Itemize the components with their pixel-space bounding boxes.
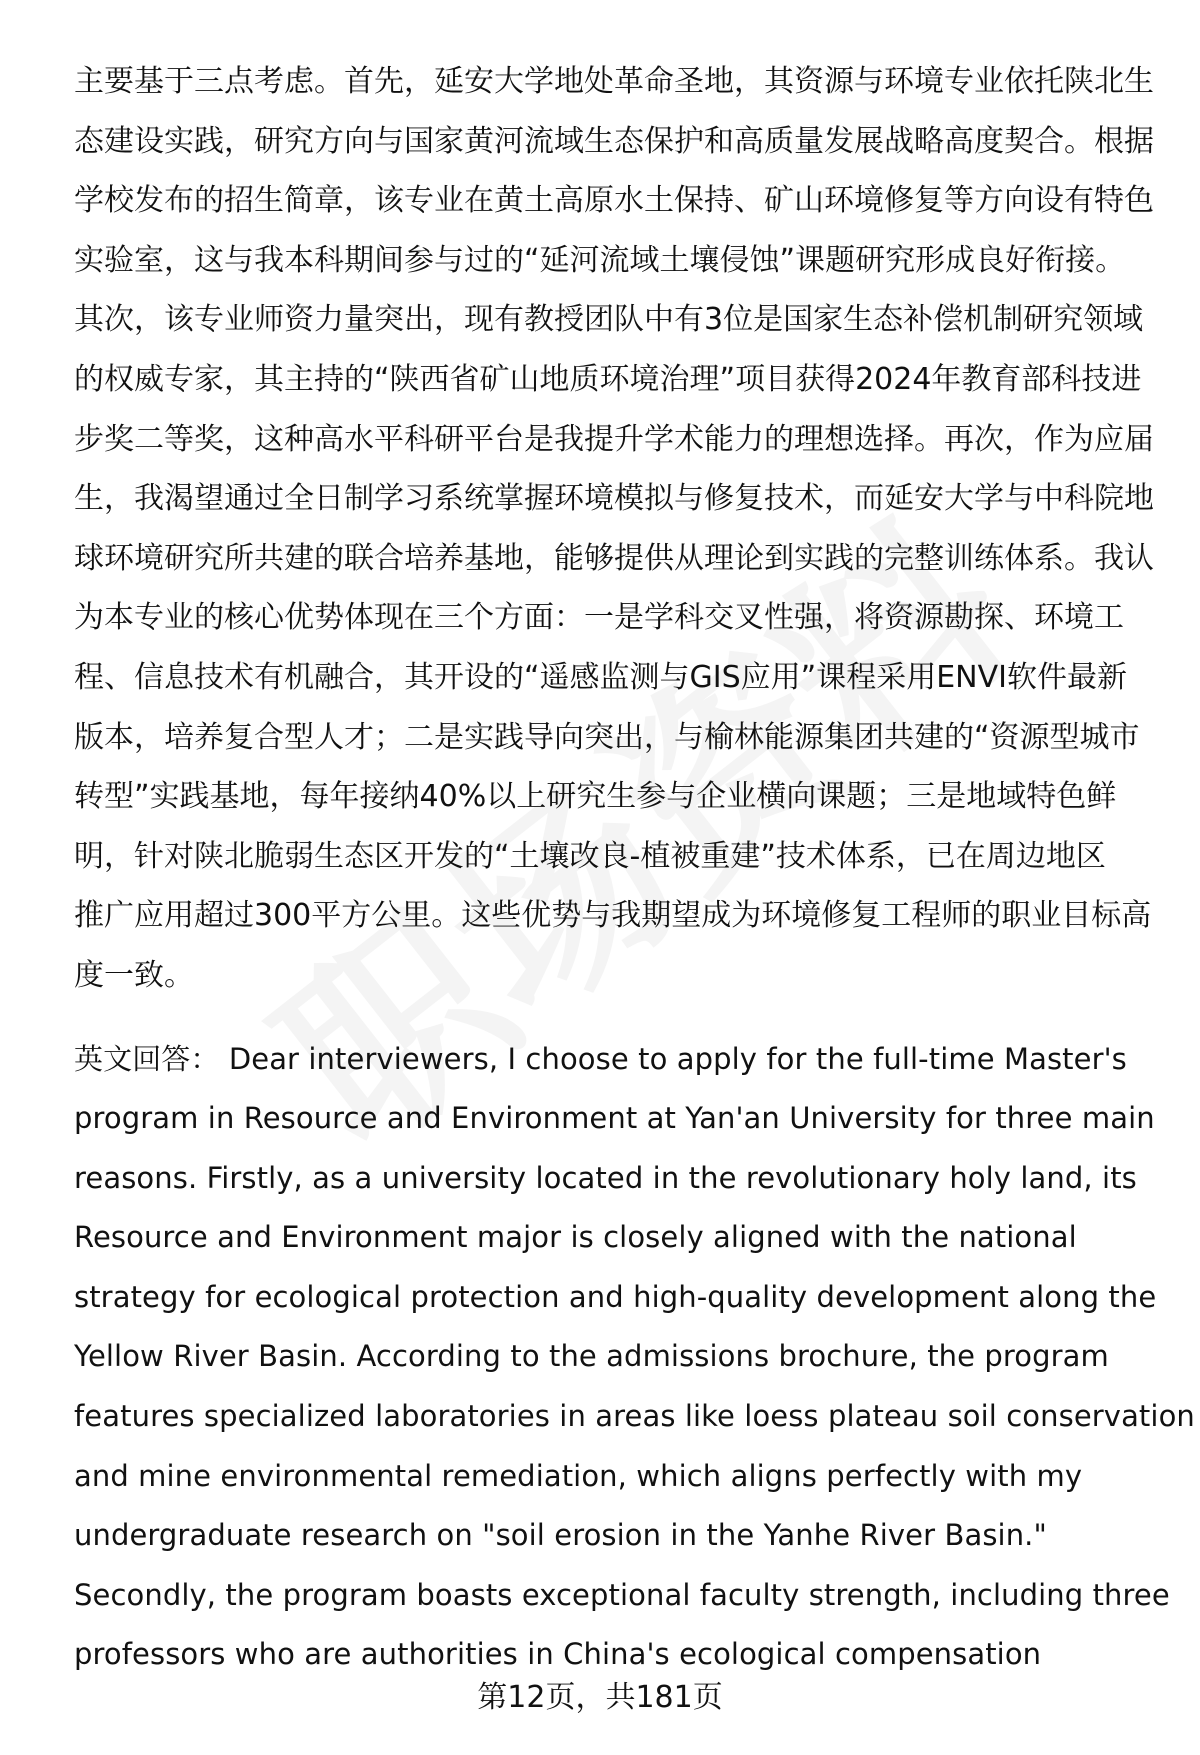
- text-line: 的权威专家，其主持的“陕西省矿山地质环境治理”项目获得2024年教育部科技进: [74, 361, 1142, 397]
- text-line: features specialized laboratories in areas like loess plateau soil conservation: [74, 1399, 1195, 1434]
- text-line: 其次，该专业师资力量突出，现有教授团队中有3位是国家生态补偿机制研究领域: [74, 302, 1144, 338]
- text-line: 学校发布的招生简章，该专业在黄土高原水土保持、矿山环境修复等方向设有特色: [74, 183, 1154, 219]
- english-answer-paragraph: [74, 1030, 1195, 1686]
- text-line: 明，针对陕北脆弱生态区开发的“土壤改良-植被重建”技术体系，已在周边地区: [74, 838, 1106, 874]
- text-line: 生，我渴望通过全日制学习系统掌握环境模拟与修复技术，而延安大学与中科院地: [74, 481, 1154, 517]
- text-line: 主要基于三点考虑。首先，延安大学地处革命圣地，其资源与环境专业依托陕北生: [74, 64, 1154, 99]
- text-line: reasons. Firstly, as a university located in the revolutionary holy land, its: [74, 1160, 1137, 1195]
- paragraph-gap: [74, 1006, 1154, 1030]
- text-line: Secondly, the program boasts exceptional faculty strength, including three: [74, 1577, 1170, 1612]
- text-line: 球环境研究所共建的联合培养基地，能够提供从理论到实践的完整训练体系。我认: [74, 540, 1154, 576]
- text-line: and mine environmental remediation, which aligns perfectly with my: [74, 1458, 1083, 1493]
- text-line: 为本专业的核心优势体现在三个方面：一是学科交叉性强，将资源勘探、环境工: [74, 600, 1124, 636]
- text-line: 程、信息技术有机融合，其开设的“遥感监测与GIS应用”课程采用ENVI软件最新: [74, 659, 1127, 695]
- text-line: 英文回答： Dear interviewers, I choose to apply for the full-time Master's: [74, 1041, 1127, 1076]
- text-line: 态建设实践，研究方向与国家黄河流域生态保护和高质量发展战略高度契合。根据: [74, 123, 1154, 159]
- text-line: 转型”实践基地，每年接纳40%以上研究生参与企业横向课题；三是地域特色鲜: [74, 779, 1117, 815]
- text-line: 版本，培养复合型人才；二是实践导向突出，与榆林能源集团共建的“资源型城市: [74, 719, 1140, 755]
- chinese-answer-paragraph: [74, 52, 1154, 1006]
- text-line: 度一致。: [74, 957, 194, 993]
- text-line: program in Resource and Environment at Yan'an University for three main: [74, 1101, 1155, 1136]
- page-number-footer: 第12页，共181页: [477, 1680, 723, 1715]
- text-line: 推广应用超过300平方公里。这些优势与我期望成为环境修复工程师的职业目标高: [74, 898, 1152, 934]
- text-line: professors who are authorities in China's ecological compensation: [74, 1637, 1042, 1672]
- text-line: 实验室，这与我本科期间参与过的“延河流域土壤侵蚀”课题研究形成良好衔接。: [74, 242, 1126, 278]
- text-line: 步奖二等奖，这种高水平科研平台是我提升学术能力的理想选择。再次，作为应届: [74, 421, 1154, 457]
- text-line: undergraduate research on "soil erosion in the Yanhe River Basin.": [74, 1518, 1047, 1553]
- text-line: Yellow River Basin. According to the admissions brochure, the program: [74, 1339, 1109, 1374]
- text-line: Resource and Environment major is closely aligned with the national: [74, 1220, 1077, 1255]
- text-line: strategy for ecological protection and high-quality development along the: [74, 1279, 1157, 1314]
- page-content: [74, 52, 1195, 1685]
